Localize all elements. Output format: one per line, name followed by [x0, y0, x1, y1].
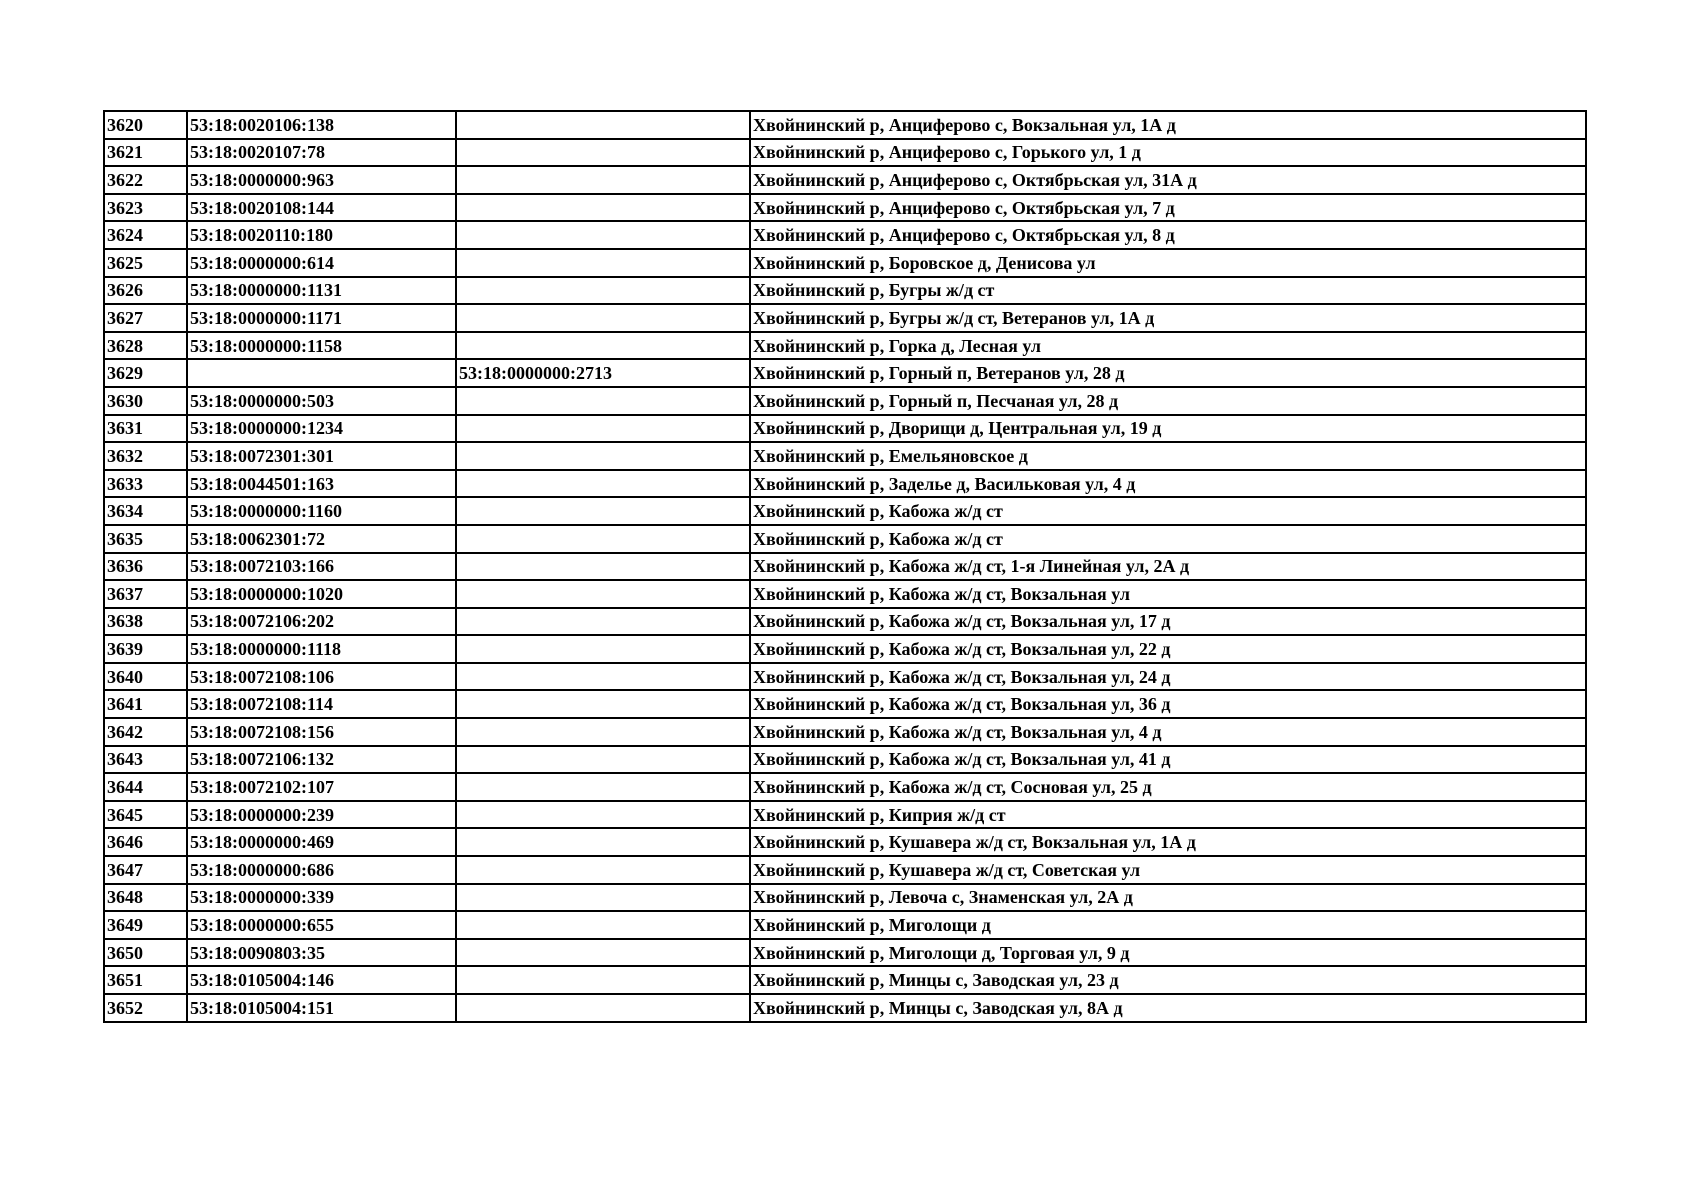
secondary-cadastral-number-cell	[456, 194, 750, 222]
row-number-cell: 3649	[104, 911, 187, 939]
table-row	[104, 525, 1586, 553]
row-number-cell: 3631	[104, 415, 187, 443]
address-cell: Хвойнинский р, Кабожа ж/д ст, Вокзальная ул, 4 д	[750, 718, 1586, 746]
cadastral-number-cell: 53:18:0000000:655	[187, 911, 456, 939]
secondary-cadastral-number-cell	[456, 718, 750, 746]
row-number-cell: 3640	[104, 663, 187, 691]
row-number-cell: 3622	[104, 166, 187, 194]
table-row	[104, 856, 1586, 884]
address-cell: Хвойнинский р, Анциферово с, Октябрьская ул, 7 д	[750, 194, 1586, 222]
row-number-cell: 3646	[104, 828, 187, 856]
table-row	[104, 470, 1586, 498]
secondary-cadastral-number-cell	[456, 249, 750, 277]
table-row	[104, 911, 1586, 939]
table-row	[104, 608, 1586, 636]
row-number-cell: 3623	[104, 194, 187, 222]
row-number-cell: 3635	[104, 525, 187, 553]
secondary-cadastral-number-cell	[456, 470, 750, 498]
table-row	[104, 332, 1586, 360]
row-number-cell: 3648	[104, 884, 187, 912]
cadastral-number-cell: 53:18:0044501:163	[187, 470, 456, 498]
address-cell: Хвойнинский р, Заделье д, Васильковая ул, 4 д	[750, 470, 1586, 498]
address-cell: Хвойнинский р, Кабожа ж/д ст	[750, 497, 1586, 525]
secondary-cadastral-number-cell	[456, 608, 750, 636]
table-row	[104, 304, 1586, 332]
row-number-cell: 3634	[104, 497, 187, 525]
row-number-cell: 3624	[104, 221, 187, 249]
row-number-cell: 3652	[104, 994, 187, 1022]
table-row	[104, 139, 1586, 167]
cadastral-number-cell: 53:18:0072108:106	[187, 663, 456, 691]
table-row	[104, 194, 1586, 222]
secondary-cadastral-number-cell	[456, 166, 750, 194]
cadastral-number-cell: 53:18:0072106:132	[187, 746, 456, 774]
cadastral-number-cell: 53:18:0072103:166	[187, 553, 456, 581]
address-cell: Хвойнинский р, Кушавера ж/д ст, Советская ул	[750, 856, 1586, 884]
cadastral-number-cell: 53:18:0090803:35	[187, 939, 456, 967]
secondary-cadastral-number-cell	[456, 387, 750, 415]
table-row	[104, 387, 1586, 415]
secondary-cadastral-number-cell	[456, 966, 750, 994]
table-row	[104, 635, 1586, 663]
table-row	[104, 994, 1586, 1022]
row-number-cell: 3626	[104, 277, 187, 305]
cadastral-number-cell: 53:18:0020106:138	[187, 111, 456, 139]
address-cell: Хвойнинский р, Кабожа ж/д ст, Вокзальная ул, 36 д	[750, 690, 1586, 718]
address-cell: Хвойнинский р, Кабожа ж/д ст	[750, 525, 1586, 553]
row-number-cell: 3644	[104, 773, 187, 801]
secondary-cadastral-number-cell	[456, 801, 750, 829]
secondary-cadastral-number-cell	[456, 911, 750, 939]
registry-table-body	[104, 111, 1586, 1022]
cadastral-number-cell: 53:18:0020108:144	[187, 194, 456, 222]
row-number-cell: 3620	[104, 111, 187, 139]
table-row	[104, 773, 1586, 801]
address-cell: Хвойнинский р, Миголощи д	[750, 911, 1586, 939]
address-cell: Хвойнинский р, Левоча с, Знаменская ул, 2А д	[750, 884, 1586, 912]
cadastral-number-cell: 53:18:0072301:301	[187, 442, 456, 470]
address-cell: Хвойнинский р, Дворищи д, Центральная ул, 19 д	[750, 415, 1586, 443]
secondary-cadastral-number-cell: 53:18:0000000:2713	[456, 359, 750, 387]
address-cell: Хвойнинский р, Анциферово с, Октябрьская ул, 8 д	[750, 221, 1586, 249]
table-row	[104, 939, 1586, 967]
address-cell: Хвойнинский р, Киприя ж/д ст	[750, 801, 1586, 829]
table-row	[104, 166, 1586, 194]
address-cell: Хвойнинский р, Бугры ж/д ст, Ветеранов ул, 1А д	[750, 304, 1586, 332]
table-row	[104, 415, 1586, 443]
row-number-cell: 3637	[104, 580, 187, 608]
address-cell: Хвойнинский р, Минцы с, Заводская ул, 23 д	[750, 966, 1586, 994]
table-row	[104, 690, 1586, 718]
secondary-cadastral-number-cell	[456, 304, 750, 332]
address-cell: Хвойнинский р, Бугры ж/д ст	[750, 277, 1586, 305]
row-number-cell: 3630	[104, 387, 187, 415]
secondary-cadastral-number-cell	[456, 690, 750, 718]
row-number-cell: 3633	[104, 470, 187, 498]
table-row	[104, 359, 1586, 387]
cadastral-number-cell	[187, 359, 456, 387]
address-cell: Хвойнинский р, Боровское д, Денисова ул	[750, 249, 1586, 277]
row-number-cell: 3650	[104, 939, 187, 967]
row-number-cell: 3636	[104, 553, 187, 581]
row-number-cell: 3641	[104, 690, 187, 718]
cadastral-number-cell: 53:18:0105004:146	[187, 966, 456, 994]
table-row	[104, 221, 1586, 249]
secondary-cadastral-number-cell	[456, 746, 750, 774]
cadastral-number-cell: 53:18:0062301:72	[187, 525, 456, 553]
row-number-cell: 3628	[104, 332, 187, 360]
address-cell: Хвойнинский р, Анциферово с, Вокзальная ул, 1А д	[750, 111, 1586, 139]
cadastral-number-cell: 53:18:0105004:151	[187, 994, 456, 1022]
table-row	[104, 553, 1586, 581]
address-cell: Хвойнинский р, Емельяновское д	[750, 442, 1586, 470]
cadastral-number-cell: 53:18:0000000:686	[187, 856, 456, 884]
secondary-cadastral-number-cell	[456, 635, 750, 663]
table-row	[104, 442, 1586, 470]
secondary-cadastral-number-cell	[456, 663, 750, 691]
address-cell: Хвойнинский р, Кабожа ж/д ст, Сосновая ул, 25 д	[750, 773, 1586, 801]
address-cell: Хвойнинский р, Кабожа ж/д ст, Вокзальная ул, 24 д	[750, 663, 1586, 691]
secondary-cadastral-number-cell	[456, 856, 750, 884]
address-cell: Хвойнинский р, Кабожа ж/д ст, Вокзальная ул, 17 д	[750, 608, 1586, 636]
address-cell: Хвойнинский р, Кабожа ж/д ст, Вокзальная ул	[750, 580, 1586, 608]
secondary-cadastral-number-cell	[456, 525, 750, 553]
row-number-cell: 3651	[104, 966, 187, 994]
address-cell: Хвойнинский р, Кушавера ж/д ст, Вокзальная ул, 1А д	[750, 828, 1586, 856]
row-number-cell: 3639	[104, 635, 187, 663]
cadastral-number-cell: 53:18:0000000:1171	[187, 304, 456, 332]
row-number-cell: 3629	[104, 359, 187, 387]
table-row	[104, 966, 1586, 994]
table-row	[104, 718, 1586, 746]
row-number-cell: 3645	[104, 801, 187, 829]
address-cell: Хвойнинский р, Горный п, Песчаная ул, 28 д	[750, 387, 1586, 415]
secondary-cadastral-number-cell	[456, 139, 750, 167]
secondary-cadastral-number-cell	[456, 332, 750, 360]
address-cell: Хвойнинский р, Кабожа ж/д ст, Вокзальная ул, 41 д	[750, 746, 1586, 774]
address-cell: Хвойнинский р, Горный п, Ветеранов ул, 28 д	[750, 359, 1586, 387]
secondary-cadastral-number-cell	[456, 773, 750, 801]
cadastral-number-cell: 53:18:0072108:156	[187, 718, 456, 746]
cadastral-number-cell: 53:18:0072102:107	[187, 773, 456, 801]
secondary-cadastral-number-cell	[456, 221, 750, 249]
row-number-cell: 3642	[104, 718, 187, 746]
row-number-cell: 3625	[104, 249, 187, 277]
address-cell: Хвойнинский р, Кабожа ж/д ст, Вокзальная ул, 22 д	[750, 635, 1586, 663]
cadastral-number-cell: 53:18:0000000:1234	[187, 415, 456, 443]
secondary-cadastral-number-cell	[456, 442, 750, 470]
cadastral-number-cell: 53:18:0020107:78	[187, 139, 456, 167]
cadastral-number-cell: 53:18:0000000:469	[187, 828, 456, 856]
secondary-cadastral-number-cell	[456, 111, 750, 139]
address-cell: Хвойнинский р, Миголощи д, Торговая ул, 9 д	[750, 939, 1586, 967]
address-cell: Хвойнинский р, Анциферово с, Октябрьская ул, 31А д	[750, 166, 1586, 194]
cadastral-number-cell: 53:18:0072106:202	[187, 608, 456, 636]
secondary-cadastral-number-cell	[456, 828, 750, 856]
cadastral-number-cell: 53:18:0000000:963	[187, 166, 456, 194]
cadastral-number-cell: 53:18:0000000:1020	[187, 580, 456, 608]
table-row	[104, 277, 1586, 305]
row-number-cell: 3632	[104, 442, 187, 470]
table-row	[104, 801, 1586, 829]
cadastral-number-cell: 53:18:0000000:339	[187, 884, 456, 912]
table-row	[104, 746, 1586, 774]
table-row	[104, 663, 1586, 691]
cadastral-number-cell: 53:18:0000000:1160	[187, 497, 456, 525]
table-row	[104, 884, 1586, 912]
cadastral-number-cell: 53:18:0000000:1158	[187, 332, 456, 360]
address-cell: Хвойнинский р, Горка д, Лесная ул	[750, 332, 1586, 360]
address-cell: Хвойнинский р, Кабожа ж/д ст, 1-я Линейная ул, 2А д	[750, 553, 1586, 581]
row-number-cell: 3627	[104, 304, 187, 332]
address-cell: Хвойнинский р, Минцы с, Заводская ул, 8А д	[750, 994, 1586, 1022]
row-number-cell: 3638	[104, 608, 187, 636]
cadastral-number-cell: 53:18:0000000:239	[187, 801, 456, 829]
secondary-cadastral-number-cell	[456, 497, 750, 525]
row-number-cell: 3643	[104, 746, 187, 774]
cadastral-number-cell: 53:18:0020110:180	[187, 221, 456, 249]
secondary-cadastral-number-cell	[456, 415, 750, 443]
cadastral-number-cell: 53:18:0072108:114	[187, 690, 456, 718]
secondary-cadastral-number-cell	[456, 994, 750, 1022]
cadastral-number-cell: 53:18:0000000:503	[187, 387, 456, 415]
row-number-cell: 3621	[104, 139, 187, 167]
secondary-cadastral-number-cell	[456, 580, 750, 608]
registry-table	[103, 110, 1587, 1023]
table-row	[104, 497, 1586, 525]
secondary-cadastral-number-cell	[456, 884, 750, 912]
cadastral-number-cell: 53:18:0000000:1131	[187, 277, 456, 305]
table-row	[104, 580, 1586, 608]
secondary-cadastral-number-cell	[456, 553, 750, 581]
table-row	[104, 111, 1586, 139]
cadastral-number-cell: 53:18:0000000:614	[187, 249, 456, 277]
cadastral-number-cell: 53:18:0000000:1118	[187, 635, 456, 663]
address-cell: Хвойнинский р, Анциферово с, Горького ул, 1 д	[750, 139, 1586, 167]
secondary-cadastral-number-cell	[456, 277, 750, 305]
secondary-cadastral-number-cell	[456, 939, 750, 967]
table-row	[104, 828, 1586, 856]
table-row	[104, 249, 1586, 277]
row-number-cell: 3647	[104, 856, 187, 884]
